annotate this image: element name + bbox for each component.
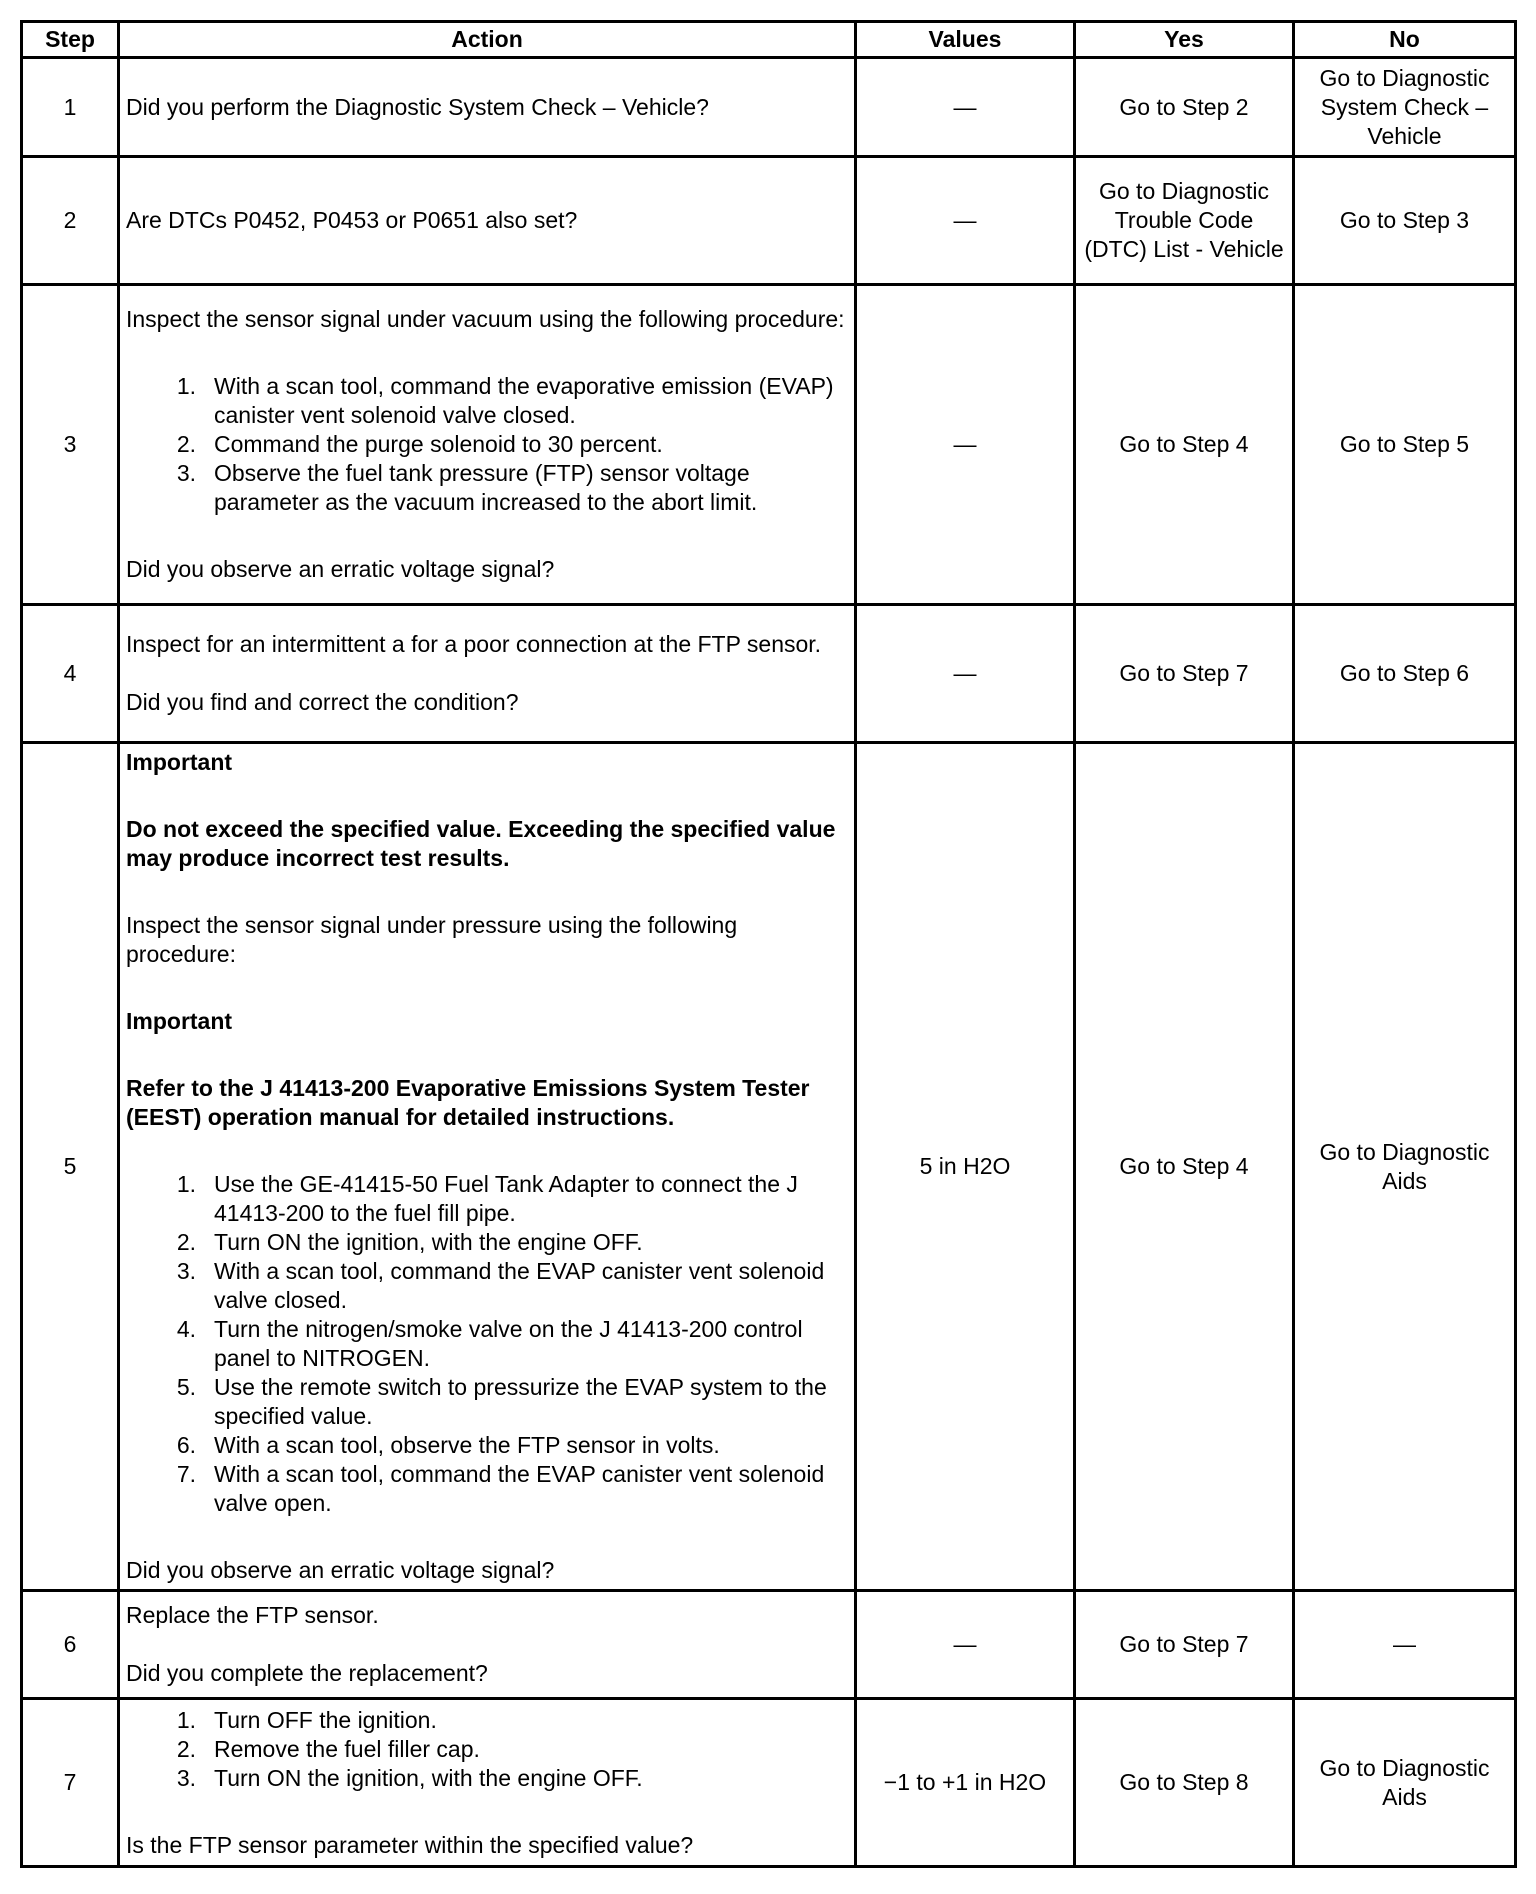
no-cell: — [1294,1591,1516,1699]
important-title: Important [126,749,233,775]
header-row [22,22,1516,58]
action-cell [119,605,856,743]
action-cell [119,157,856,285]
values-cell: 5 in H2O [856,743,1075,1591]
yes-cell: Go to Step 7 [1075,605,1294,743]
step-number: 2 [22,157,119,285]
action-cell [119,1699,856,1867]
values-cell: — [856,605,1075,743]
table-row [22,605,1516,743]
list-item: 2. Remove the fuel filler cap. [176,1735,480,1762]
yes-cell: Go to Diagnostic Trouble Code (DTC) List - Vehicle [1075,157,1294,285]
list-item: 2. Turn ON the ignition, with the engine OFF. [176,1229,643,1255]
values-cell: — [856,285,1075,605]
list-item: 3. Turn ON the ignition, with the engine OFF. [176,1764,643,1791]
list-item: 2. Command the purge solenoid to 30 percent. [176,431,663,457]
action-cell [119,58,856,157]
table-row [22,58,1516,157]
action-question: Did you find and correct the condition? [126,689,519,715]
action-cell [119,285,856,605]
step-number: 3 [22,285,119,605]
list-item: 6. With a scan tool, observe the FTP sensor in volts. [176,1432,720,1458]
action-question: Did you complete the replacement? [126,1660,488,1686]
list-item: 5. Use the remote switch to pressurize the EVAP system to the specified value. [176,1374,827,1429]
action-text: Replace the FTP sensor. [126,1602,379,1628]
action-text: Inspect the sensor signal under pressure using the following procedure: [126,912,738,967]
yes-cell: Go to Step 8 [1075,1699,1294,1867]
header-step: Step [22,22,119,58]
table-row [22,1699,1516,1867]
header-action: Action [119,22,856,58]
yes-cell: Go to Step 4 [1075,743,1294,1591]
step-number: 7 [22,1699,119,1867]
step-number: 5 [22,743,119,1591]
action-question: Is the FTP sensor parameter within the specified value? [126,1831,694,1858]
action-cell [119,1591,856,1699]
yes-cell: Go to Step 4 [1075,285,1294,605]
important-text: Do not exceed the specified value. Exceeding the specified value may produce incorrect test results. [126,816,836,871]
yes-cell: Go to Step 7 [1075,1591,1294,1699]
header-yes: Yes [1075,22,1294,58]
no-cell: Go to Diagnostic Aids [1294,743,1516,1591]
important-text: Refer to the J 41413-200 Evaporative Emissions System Tester (EEST) operation manual for detailed instructions. [126,1075,810,1130]
list-item: 3. With a scan tool, command the EVAP canister vent solenoid valve closed. [176,1258,825,1313]
list-item: 3. Observe the fuel tank pressure (FTP) sensor voltage parameter as the vacuum increased to the abort limit. [176,460,758,515]
action-text: Did you perform the Diagnostic System Check – Vehicle? [126,93,709,120]
procedure-list [126,372,848,517]
values-cell: — [856,157,1075,285]
action-question: Did you observe an erratic voltage signal? [126,556,555,582]
procedure-list [126,1706,848,1793]
action-cell [119,743,856,1591]
step-number: 4 [22,605,119,743]
step-number: 6 [22,1591,119,1699]
list-item: 1. Use the GE-41415-50 Fuel Tank Adapter to connect the J 41413-200 to the fuel fill pipe. [176,1171,798,1226]
no-cell: Go to Diagnostic System Check – Vehicle [1294,58,1516,157]
values-cell: — [856,1591,1075,1699]
yes-cell: Go to Step 2 [1075,58,1294,157]
table-row [22,157,1516,285]
list-item: 1. With a scan tool, command the evaporative emission (EVAP) canister vent solenoid valve closed. [176,373,834,428]
important-title: Important [126,1008,233,1034]
table-row [22,285,1516,605]
table-row [22,743,1516,1591]
list-item: 1. Turn OFF the ignition. [176,1706,437,1733]
procedure-list [126,1170,848,1518]
no-cell: Go to Step 6 [1294,605,1516,743]
step-number: 1 [22,58,119,157]
list-item: 7. With a scan tool, command the EVAP canister vent solenoid valve open. [176,1461,825,1516]
list-item: 4. Turn the nitrogen/smoke valve on the J 41413-200 control panel to NITROGEN. [176,1316,803,1371]
action-text: Inspect the sensor signal under vacuum using the following procedure: [126,306,845,332]
no-cell: Go to Step 3 [1294,157,1516,285]
action-text: Are DTCs P0452, P0453 or P0651 also set? [126,207,578,233]
values-cell: — [856,58,1075,157]
action-question: Did you observe an erratic voltage signal? [126,1557,555,1583]
values-cell: −1 to +1 in H2O [856,1699,1075,1867]
header-values: Values [856,22,1075,58]
diagnostic-table [20,20,1517,1868]
header-no: No [1294,22,1516,58]
no-cell: Go to Diagnostic Aids [1294,1699,1516,1867]
action-text: Inspect for an intermittent a for a poor connection at the FTP sensor. [126,631,822,657]
table-row [22,1591,1516,1699]
no-cell: Go to Step 5 [1294,285,1516,605]
